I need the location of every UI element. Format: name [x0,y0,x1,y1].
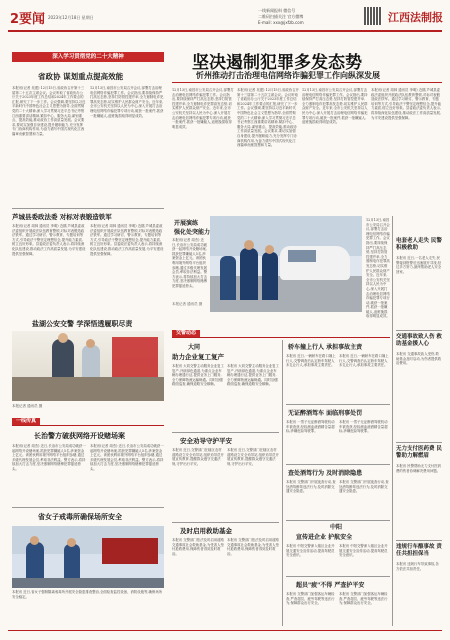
masthead-email: E-mail: xxx@jxfzb.com [258,20,304,25]
main-photo [210,216,362,312]
article-body: 本报讯 交警部门开展夜查行动,查处酒驾醉驾违法行为,及时消除交通安全隐患。 [286,480,336,494]
article-body: 本报讯 交警部门加强客运车辆检查,严查超员、疲劳驾驶等违法行为,保障群众出行安全。 [286,592,335,606]
divider [172,522,279,523]
headline-rule [172,82,442,83]
section-bar: 交警动态 [172,330,200,337]
article-body: 本报讯 大同交警主动服务企业复工复产,开辟绿色通道,为重点企业车辆办理通行证,提供业务上门服务,全力保障物流运输畅通。同时加强路面巡查,确保道路安全顺畅。 [172,364,224,387]
article-title: 轿车撞上行人 承担事故主责 [288,344,363,351]
photo-caption-text: 本报记者 通讯员 摄 [12,404,43,408]
article-title: 中阳 [330,524,343,531]
article-body: 12月13日,南昌市公安局召开会议,部署打击治理电信网络诈骗犯罪工作。会议指出,要持续保持严打高压态势,坚持打防管控建并举,全力遏制电诈犯罪高发态势,切实维护人民群众财产安全。近年来,全市公安机关坚持以人民为中心,深入开展打击治理电信网络诈骗犯罪专项行动,破获一批案件,抓获一批嫌疑人,追赃挽损取得明显成效。 [366,218,390,319]
article-title: 安全劝导守护平安 [180,437,232,445]
photo-caption-body: 本报讯(记者 周杰) 近日,长治市公安局成功破获一起网络开设赌场案,抓获犯罪嫌疑人5名,涉案资金上亿元。该团伙利用境外网络平台组织参赌,通过多级代理发展会员,牟取非法利益。警方表示,将持续加大打击力度,坚决遏制网络赌博犯罪蔓延势头。 [172,238,207,288]
article-subtitle: 助力企业复工复产 [172,353,224,361]
photo-caption-title: 开展演练 [174,220,199,227]
banner-label: 深入学习贯彻党的二十大精神 [52,54,124,60]
sub-headline: 忻州推动打击治理电信网络诈骗犯罪工作向纵深发展 [196,71,380,80]
article-title: 省女子戒毒所确保场所安全 [38,513,122,521]
article-title: 大同 [188,344,201,351]
qr-code-icon [364,7,382,25]
divider [286,404,390,405]
date-line: 2023年12月18日 星期日 [48,15,94,20]
section-rule [12,425,164,426]
article-title: 及时启用救助基金 [180,527,232,535]
article-body-cont: 本报讯(记者 周林 通讯员 李明) 近期,芦城县委政法委组织开展政法队伍教育整顿,对标对表锻造政法铁军。通过学习研讨、警示教育、专题培训等方式,引导政法干警坚定理想信念,提升能力素质,树立良好形象。县委政法委负责人表示,将持续深化队伍建设,推动政法工作高质量发展,为平安建设提供坚强保障。 [90,224,164,256]
divider [396,540,442,541]
photo-left [12,331,164,401]
article-body: 本报讯 违规行车导致事故,各方依法共担责任。 [396,562,439,571]
footer-rule [8,630,442,631]
article-title: 无力支付医药费 民警助力解燃眉 [396,446,442,459]
article-body: 本报讯 民警帮助无力支付医药费的伤者协调解决费用问题。 [396,464,442,473]
photo-caption-sub: 强化处突能力 [174,229,211,236]
article-title: 无证醉酒驾车 面临刑事处罚 [288,410,363,417]
article-body-cont: 本报讯 近日,交警部门在辖区农村道路设立安全劝导站,组织劝导员开展宣传教育,提醒群众遵守交通法规,守护出行平安。 [227,448,279,466]
article-body: 本报讯(记者 周林 通讯员 李明) 近期,芦城县委政法委组织开展政法队伍教育整顿,对标对表锻造政法铁军。通过学习研讨、警示教育、专题培训等方式,引导政法干警坚定理想信念,提升能力素质,树立良好形象。县委政法委负责人表示,将持续深化队伍建设,推动政法工作高质量发展,为平安建设提供坚强保障。 [371,88,441,120]
article-body-cont: 本报讯 大同交警主动服务企业复工复产,开辟绿色通道,为重点企业车辆办理通行证,提供业务上门服务,全力保障物流运输畅通。同时加强路面巡查,确保道路安全顺畅。 [227,364,279,387]
divider [286,464,390,465]
photo-caption-title: 盐湖公安交警 学深悟透履职尽责 [32,320,133,328]
article-body-cont: 本报讯(记者 周杰) 近日,长治市公安局成功破获一起网络开设赌场案,抓获犯罪嫌疑人5名,涉案资金上亿元。该团伙利用境外网络平台组织参赌,通过多级代理发展会员,牟取非法利益。警方表示,将持续加大打击力度,坚决遏制网络赌博犯罪蔓延势头。 [90,444,164,471]
article-body: 本报讯(记者 周杰) 近日,长治市公安局成功破获一起网络开设赌场案,抓获犯罪嫌疑人5名,涉案资金上亿元。该团伙利用境外网络平台组织参赌,通过多级代理发展会员,牟取非法利益。警方表示,将持续加大打击力度,坚决遏制网络赌博犯罪蔓延势头。 [12,444,86,471]
article-body: 本报讯 近日,一名老人走失,民警接到报警后迅速展开寻找,经过多方努力,最终帮助老人安全回家。 [396,256,442,274]
article-body-cont: 本报讯 一男子无证醉酒驾驶机动车被查获,经检测血液酒精含量超标,涉嫌危险驾驶罪。 [339,420,388,434]
article-body: 12月13日,南昌市公安局召开会议,部署打击治理电信网络诈骗犯罪工作。会议指出,要持续保持严打高压态势,坚持打防管控建并举,全力遏制电诈犯罪高发态势,切实维护人民群众财产安全。近年来,全市公安机关坚持以人民为中心,深入开展打击治理电信网络诈骗犯罪专项行动,破获一批案件,抓获一批嫌疑人,追赃挽损取得明显成效。 [172,88,234,129]
article-title: 长治警方破获网络开设赌场案 [34,432,125,440]
main-headline: 坚决遏制犯罪多发态势 [192,53,362,73]
article-body-cont: 本报讯 交警部门依法及时启用道路交通事故社会救助基金,为受害人垫付抢救费用,保障伤者得到及时救治。 [227,538,279,556]
article-body: 本报讯 交通事故致人受伤,救助基金及时启动,为伤者提供救治费用。 [396,352,442,366]
article-title: 芦城县委政法委 对标对表锻造铁军 [12,213,112,221]
article-body-cont: 本报讯 近日,一辆轿车在路口撞上行人,交警调查后认定轿车驾驶人未礼让行人,承担事故主要责任。 [339,354,389,368]
article-title: 电套老人走失 民警积极救助 [396,238,442,251]
article-body: 本报讯 近日,一辆轿车在路口撞上行人,交警调查后认定轿车驾驶人未礼让行人,承担事故主要责任。 [286,354,336,368]
article-title: 超员"疲"不得 严查护平安 [296,582,365,589]
article-title: 违规行车酿事故 责任共担担保当 [396,544,442,557]
article-body: 本报讯 一男子无证醉酒驾驶机动车被查获,经检测血液酒精含量超标,涉嫌危险驾驶罪。 [286,420,335,434]
photo-bottom-left [12,526,164,588]
article-body: 本报讯(记者 吴建) 12月15日,省政协召开第十三届第二十五次主席会议。会议听取了省政协办公厅关于2023年度工作总结和2024年工作要点的汇报,研究了下一步工作。会议强调,要坚持以习近平新时代中国特色社会主义思想为指导,全面贯彻党的二十大精神,深入学习贯彻习近平总书记考察江西重要讲话精神,紧扣中心、服务大局,谋划重点、提高效能,推动政协工作高质量发展。会议要求,要切实加强自身建设,提升履职能力,充分发挥专门协商机构作用,为奋力谱写中国式现代化江西篇章贡献智慧和力量。 [12,86,86,136]
divider [12,507,164,508]
divider [286,520,390,521]
divider [172,432,279,433]
divider [12,208,164,209]
article-body-cont: 本报讯 交警部门开展夜查行动,查处酒驾醉驾违法行为,及时消除交通安全隐患。 [339,480,389,494]
paper-name-logo: 江西法制报 [388,11,443,24]
divider [396,442,442,443]
article-body: 本报讯 中阳交警深入辖区企业开展交通安全宣传活动,提高驾驶员安全意识。 [286,544,335,558]
article-body: 本报讯 近日,省女子强制隔离戒毒所开展安全隐患排查整治,全面检查监控设备、消防设施等,确保场所安全稳定。 [12,590,163,599]
article-body: 本报讯 交警部门依法及时启用道路交通事故社会救助基金,为受害人垫付抢救费用,保障伤者得到及时救治。 [172,538,224,556]
article-body-cont: 本报讯 交警部门加强客运车辆检查,严查超员、疲劳驾驶等违法行为,保障群众出行安全。 [339,592,388,606]
article-title: 省政协 谋划重点提高效能 [38,72,124,81]
article-title: 交通事故致人伤 救助基金援人心 [396,334,442,347]
article-body-cont: 12月13日,南昌市公安局召开会议,部署打击治理电信网络诈骗犯罪工作。会议指出,要持续保持严打高压态势,坚持打防管控建并举,全力遏制电诈犯罪高发态势,切实维护人民群众财产安全。近年来,全市公安机关坚持以人民为中心,深入开展打击治理电信网络诈骗犯罪专项行动,破获一批案件,抓获一批嫌疑人,追赃挽损取得明显成效。 [90,86,164,118]
article-body: 本报讯(记者 吴建) 12月15日,省政协召开第十三届第二十五次主席会议。会议听取了省政协办公厅关于2023年度工作总结和2024年工作要点的汇报,研究了下一步工作。会议强调,要坚持以习近平新时代中国特色社会主义思想为指导,全面贯彻党的二十大精神,深入学习贯彻习近平总书记考察江西重要讲话精神,紧扣中心、服务大局,谋划重点、提高效能,推动政协工作高质量发展。会议要求,要切实加强自身建设,提升履职能力,充分发挥专门协商机构作用,为奋力谱写中国式现代化江西篇章贡献智慧和力量。 [237,88,299,148]
article-body: 本报讯 近日,交警部门在辖区农村道路设立安全劝导站,组织劝导员开展宣传教育,提醒群众遵守交通法规,守护出行平安。 [172,448,224,466]
masthead-rule [8,30,442,32]
section-rule [172,337,390,338]
divider [396,330,442,331]
article-body: 12月13日,南昌市公安局召开会议,部署打击治理电信网络诈骗犯罪工作。会议指出,要持续保持严打高压态势,坚持打防管控建并举,全力遏制电诈犯罪高发态势,切实维护人民群众财产安全。近年来,全市公安机关坚持以人民为中心,深入开展打击治理电信网络诈骗犯罪专项行动,破获一批案件,抓获一批嫌疑人,追赃挽损取得明显成效。 [302,88,368,125]
article-subtitle: 宣传进企业 护航安全 [296,534,353,541]
divider [286,576,390,577]
page-label: 2要闻 [10,12,46,27]
article-body: 本报讯(记者 周林 通讯员 李明) 近期,芦城县委政法委组织开展政法队伍教育整顿,对标对表锻造政法铁军。通过学习研讨、警示教育、专题培训等方式,引导政法干警坚定理想信念,提升能力素质,树立良好形象。县委政法委负责人表示,将持续深化队伍建设,推动政法工作高质量发展,为平安建设提供坚强保障。 [12,224,86,256]
masthead-info-2: 二维码扫描关注 官方微博 [258,14,304,19]
article-body-cont: 本报讯 中阳交警深入辖区企业开展交通安全宣传活动,提高驾驶员安全意识。 [339,544,388,558]
section-bar: 一线传真 [12,418,40,425]
masthead-info-1: 一线新闻报料 微信号 [258,8,296,13]
column-divider [392,216,393,626]
photo-credit: 本报记者 通讯员 摄 [172,302,203,306]
banner [12,52,164,62]
article-title: 查处酒驾行为 及时消除隐患 [288,470,363,477]
column-divider [282,340,283,626]
